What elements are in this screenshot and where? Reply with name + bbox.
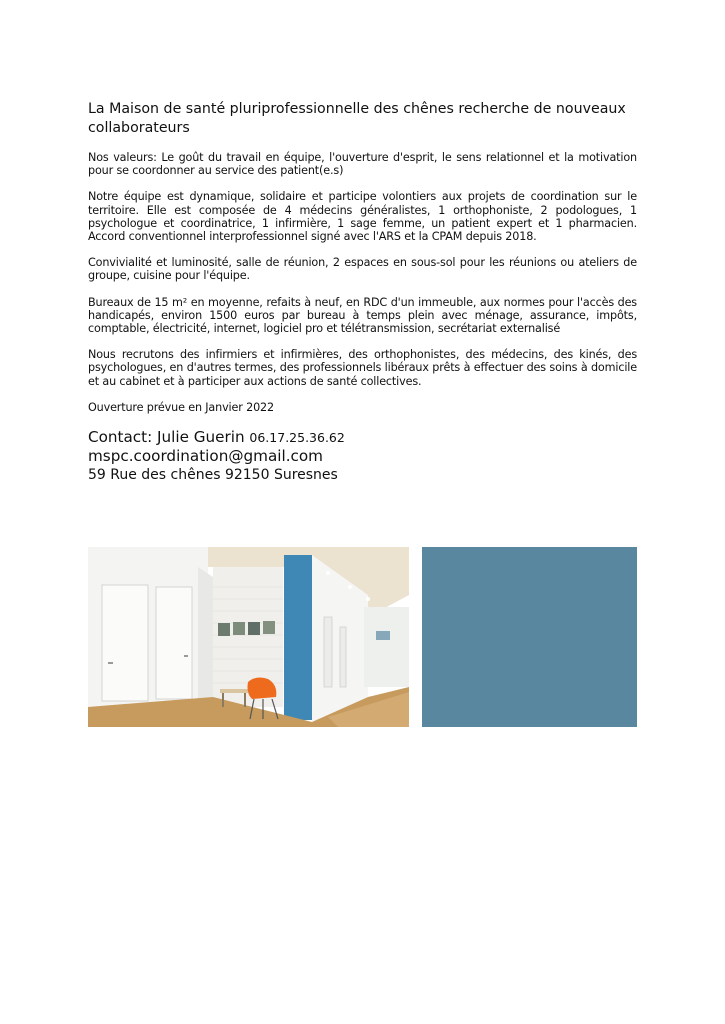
- premises-paragraph: Convivialité et luminosité, salle de réunion, 2 espaces en sous-sol pour les réunions ou ateliers de groupe, cuisine pour l'équipe.: [88, 256, 637, 283]
- values-paragraph: Nos valeurs: Le goût du travail en équipe, l'ouverture d'esprit, le sens relationnel et la motivation pour se coordonner au service des patient(e.s): [88, 151, 637, 178]
- document-body: [88, 100, 637, 485]
- page-title: La Maison de santé pluriprofessionnelle des chênes recherche de nouveaux collaborateurs: [88, 101, 626, 136]
- offices-paragraph: Bureaux de 15 m² en moyenne, refaits à neuf, en RDC d'un immeuble, aux normes pour l'accès des handicapés, environ 1500 euros par bureau à temps plein avec ménage, assurance, impôts, comptable, électricité, internet, logiciel pro et télétransmission, secrétariat externalisé: [88, 295, 637, 336]
- recruiting-paragraph: Nous recrutons des infirmiers et infirmières, des orthophonistes, des médecins, des kinés, des psychologues, en d'autres termes, des professionnels libéraux prêts à effectuer des soins à domicile et au cabinet et à participer aux actions de santé collectives.: [88, 348, 637, 388]
- contact-email[interactable]: mspc.coordination@gmail.com: [88, 447, 323, 466]
- contact-address: 59 Rue des chênes 92150 Suresnes: [88, 467, 338, 484]
- contact-phone[interactable]: 06.17.25.36.62: [249, 430, 345, 446]
- contact-name-line: [88, 428, 637, 447]
- blue-panel: [422, 547, 637, 727]
- opening-paragraph: Ouverture prévue en Janvier 2022: [88, 400, 274, 414]
- corridor-photo: [88, 547, 409, 727]
- contact-name: Contact: Julie Guerin: [88, 428, 250, 447]
- contact-block: [88, 428, 637, 485]
- team-paragraph: Notre équipe est dynamique, solidaire et participe volontiers aux projets de coordination sur le territoire. Elle est composée de 4 médecins généralistes, 1 orthophoniste, 2 podologues, 1 psychologue et coordinatrice, 1 infirmière, 1 sage femme, un patient expert et 1 pharmacien. Accord conventionnel interprofessionnel signé avec l'ARS et la CPAM depuis 2018.: [88, 190, 637, 244]
